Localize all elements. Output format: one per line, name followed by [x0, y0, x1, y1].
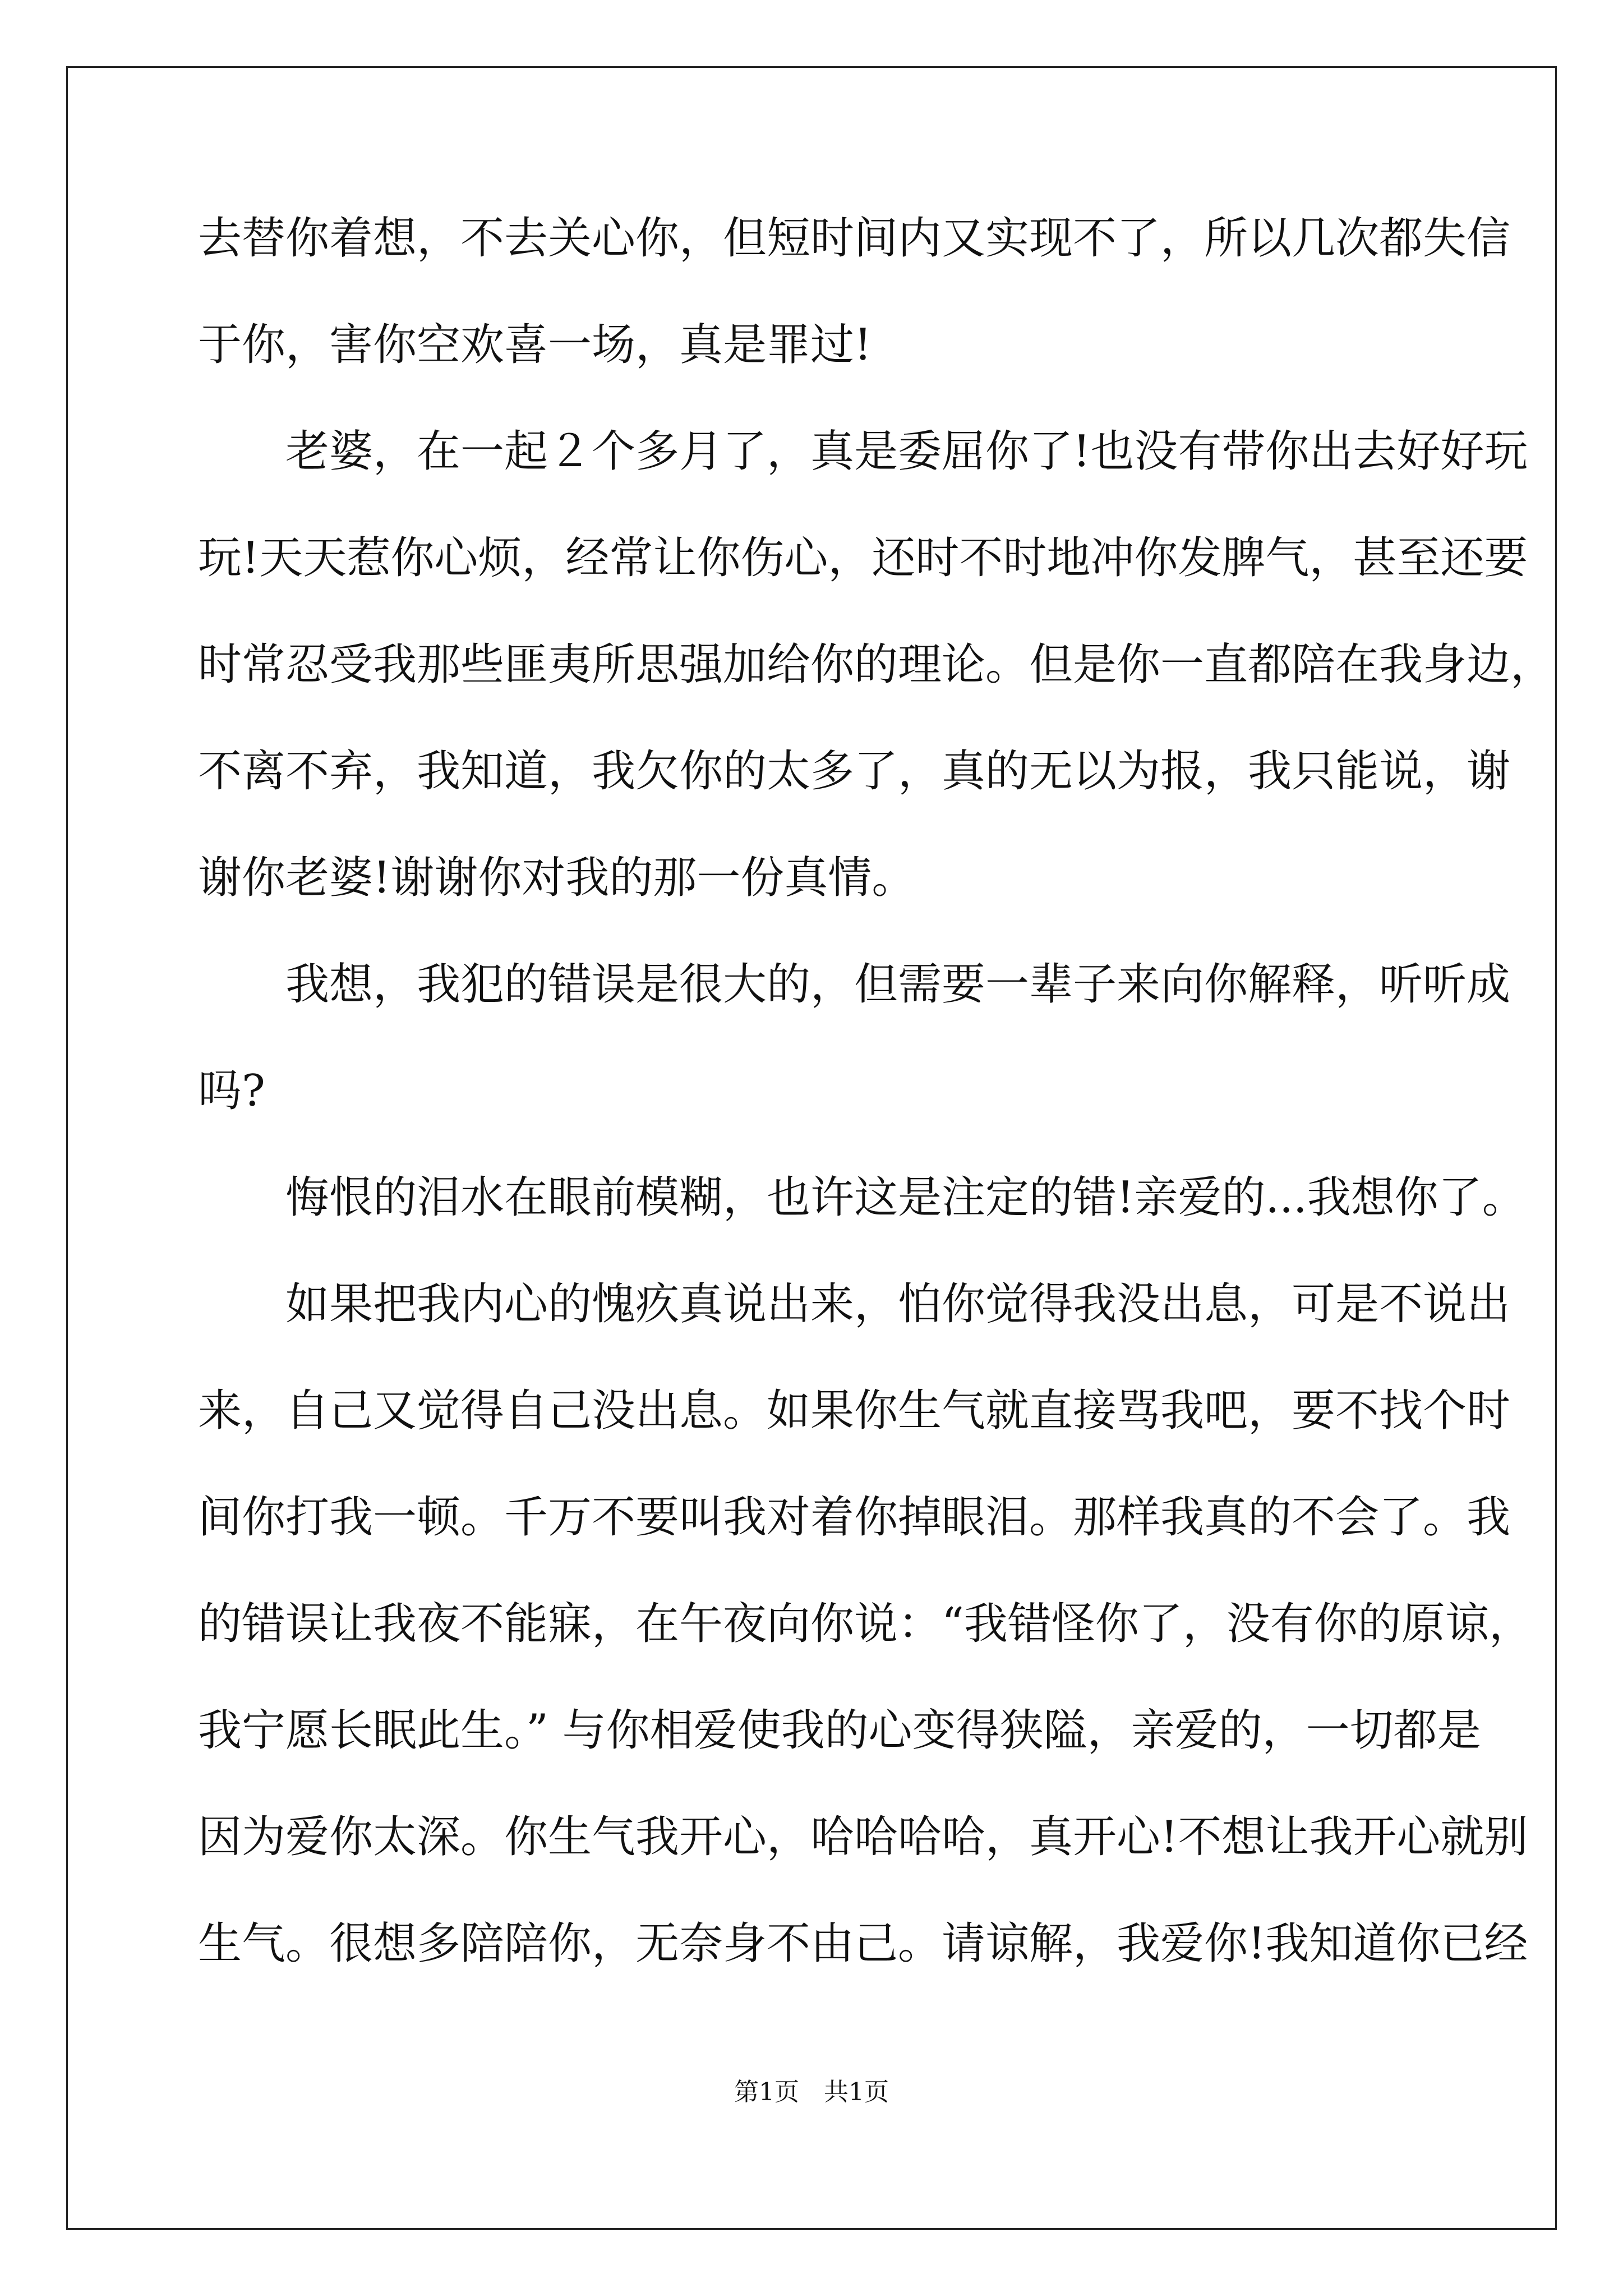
text-line: 老婆，在一起２个多月了，真是委屈你了!也没有带你出去好好玩	[198, 426, 1528, 477]
text-line: 如果把我内心的愧疚真说出来，怕你觉得我没出息，可是不说出	[198, 1279, 1511, 1329]
text-line: 去替你着想，不去关心你，但短时间内又实现不了，所以几次都失信	[198, 213, 1511, 264]
text-line: 时常忍受我那些匪夷所思强加给你的理论。但是你一直都陪在我身边，	[198, 639, 1555, 690]
text-line: 因为爱你太深。你生气我开心，哈哈哈哈，真开心!不想让我开心就别	[198, 1812, 1528, 1862]
text-line: 我想，我犯的错误是很大的，但需要一辈子来向你解释，听听成	[198, 959, 1511, 1010]
text-line: 间你打我一顿。千万不要叫我对着你掉眼泪。那样我真的不会了。我	[198, 1492, 1511, 1543]
text-line: 我宁愿长眠此生。” 与你相爱使我的心变得狭隘，亲爱的，一切都是	[198, 1705, 1481, 1756]
text-line: 悔恨的泪水在眼前模糊，也许这是注定的错!亲爱的...我想你了。	[198, 1172, 1526, 1223]
text-line: 生气。很想多陪陪你，无奈身不由己。请谅解，我爱你!我知道你已经	[198, 1918, 1528, 1969]
text-line: 吗?	[198, 1066, 265, 1116]
text-line: 的错误让我夜不能寐，在午夜向你说：“我错怪你了，没有你的原谅，	[198, 1599, 1533, 1649]
page-number-footer: 第1页 共1页	[734, 2078, 889, 2106]
text-line: 来，自己又觉得自己没出息。如果你生气就直接骂我吧，要不找个时	[198, 1386, 1511, 1436]
text-line: 于你，害你空欢喜一场，真是罪过!	[198, 320, 872, 370]
document-body	[198, 208, 1555, 2019]
text-line: 谢你老婆!谢谢你对我的那一份真情。	[198, 853, 916, 903]
text-line: 不离不弃，我知道，我欠你的太多了，真的无以为报，我只能说，谢	[198, 746, 1511, 797]
text-line: 玩!天天惹你心烦，经常让你伤心，还时不时地冲你发脾气，甚至还要	[198, 533, 1528, 583]
